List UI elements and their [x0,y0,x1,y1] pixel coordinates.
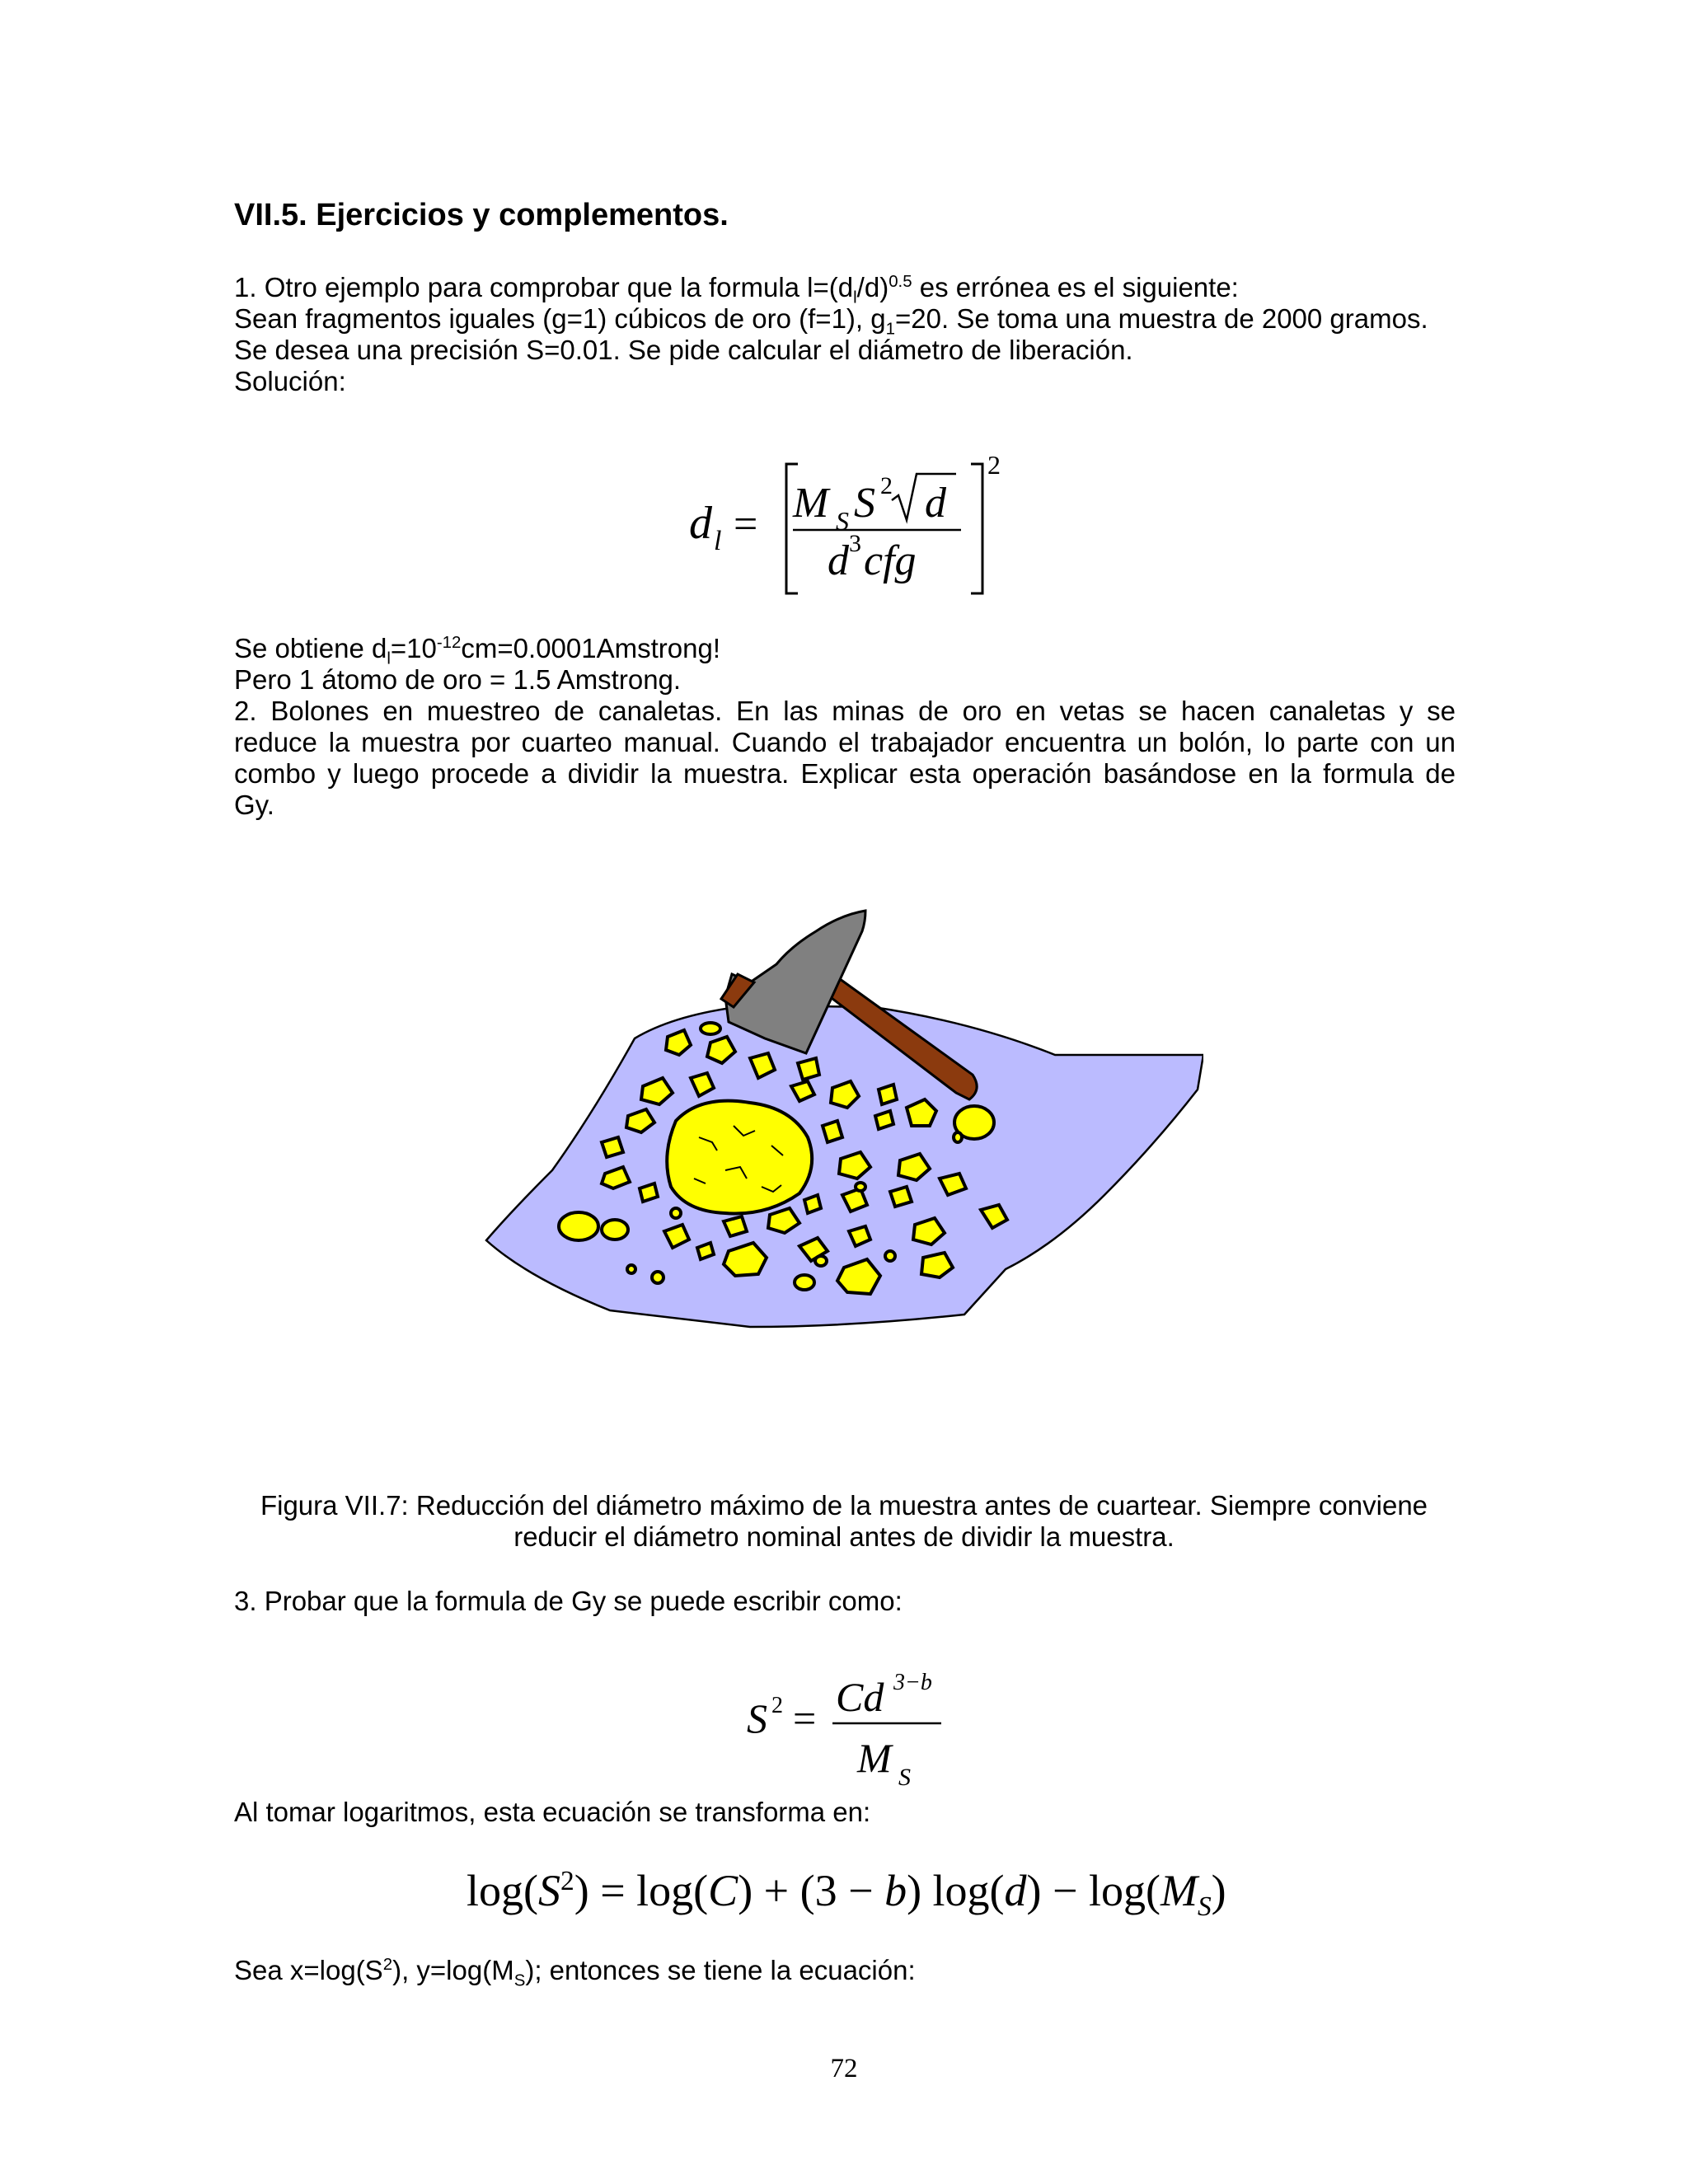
gold-pebble [815,1256,827,1266]
gold-pebble [602,1220,628,1240]
eq1-lhs: d [689,498,712,549]
result-line-1: Se obtiene $d_l=10^{-12}cm=0.0001Amstrong$! [234,633,720,668]
eq1-outer-exp: 2 [987,450,1001,480]
gold-pebble [804,1195,821,1213]
exercise-2-line-2: reduce la muestra por cuarteo manual. Cuando el trabajador encuentra un bolón, lo parte con un [234,727,1456,757]
log-equation: $\log(S^2) = \log(C) + (3 - b) \log(d) - \log(M_S)$ [467,1866,1226,1922]
eq1-num-S-sup: 2 [880,472,893,499]
log-intro-text: Al tomar logaritmos, esta ecuación se transforma en: [234,1797,871,1827]
eq2-den: M [857,1735,892,1781]
figure-caption-line-2: reducir el diámetro nominal antes de dividir la muestra. [513,1521,1175,1552]
eq1-num-d: d [925,480,946,527]
eq2-num: Cd [836,1674,884,1720]
exercise-1-line-2: Sean fragmentos iguales (g=1) cúbicos de oro (f=1), $g_1=20$. Se toma una muestra de 2000 gramos. [234,303,1428,339]
section-heading: VII.5. Ejercicios y complementos. [234,198,729,232]
eq1-den-sup: 3 [849,530,861,557]
result-line-2: Pero 1 átomo de oro = 1.5 Amstrong. [234,664,682,695]
eq1-num-M: M [793,480,829,527]
exercise-1-line-3: Se desea una precisión S=0.01. Se pide calcular el diámetro de liberación. [234,335,1133,365]
gold-pebble [602,1137,623,1157]
eq1-den-rest: cfg [864,537,917,584]
gold-pebble [798,1058,819,1080]
gold-pebble [879,1085,897,1104]
eq2-lhs-sup: 2 [771,1693,783,1718]
eq2-lhs: S [747,1695,767,1741]
eq2-den-sub: S [898,1764,911,1791]
gold-pebble [890,1187,912,1207]
figure-hammer-gold [478,898,1203,1343]
eq1-num-M-sub: S [836,506,849,536]
eq2-equals: = [793,1695,817,1741]
gold-pebble [697,1243,714,1259]
gold-pebble [795,1275,814,1290]
gold-pebble [823,1121,842,1142]
gold-pebble [640,1183,658,1202]
exercise-2-line-4: Gy. [234,790,274,820]
gold-pebble [559,1212,598,1240]
gold-pebble [701,1023,720,1034]
liberation-diameter-equation [676,449,1022,606]
exercise-1-line-4: Solución: [234,366,346,396]
gold-pebble [875,1111,893,1129]
gold-pebble [856,1183,865,1191]
final-line: Sea $x=\log(S^2)$, $y=\log(M_S)$; entonces se tiene la ecuación: [234,1955,916,1990]
eq1-num-S: S [854,480,875,527]
eq2-num-sup: 3−b [893,1670,932,1695]
eq1-right-bracket [971,464,982,593]
gold-sample-illustration [478,898,1203,1343]
eq1-equals: = [734,501,758,548]
gy-formula-equation [742,1665,956,1797]
eq1-sqrt-sign [892,474,956,520]
eq1-den-d: d [828,537,849,584]
exercise-2-line-1: 2. Bolones en muestreo de canaletas. En las minas de oro en vetas se hacen canaletas y se [234,696,1456,726]
exercise-1-line-1: 1. Otro ejemplo para comprobar que la formula $l=(d_l/d)^{0.5}$ es errónea es el siguiente: [234,272,1239,307]
gold-pebble [652,1272,663,1283]
eq1-lhs-sub: l [714,526,722,556]
gold-pebble [885,1251,895,1261]
figure-caption-line-1: Figura VII.7: Reducción del diámetro máximo de la muestra antes de cuartear. Siempre conviene [260,1490,1428,1521]
gold-pebble [671,1208,681,1218]
exercise-2-line-3: combo y luego procede a dividir la muestra. Explicar esta operación basándose en la formula de [234,758,1456,789]
gold-nugget-large [667,1101,812,1214]
gold-pebble [627,1265,635,1273]
exercise-3-line-1: 3. Probar que la formula de Gy se puede escribir como: [234,1586,903,1616]
gold-pebble [954,1132,962,1142]
page-number: 72 [830,2054,858,2083]
